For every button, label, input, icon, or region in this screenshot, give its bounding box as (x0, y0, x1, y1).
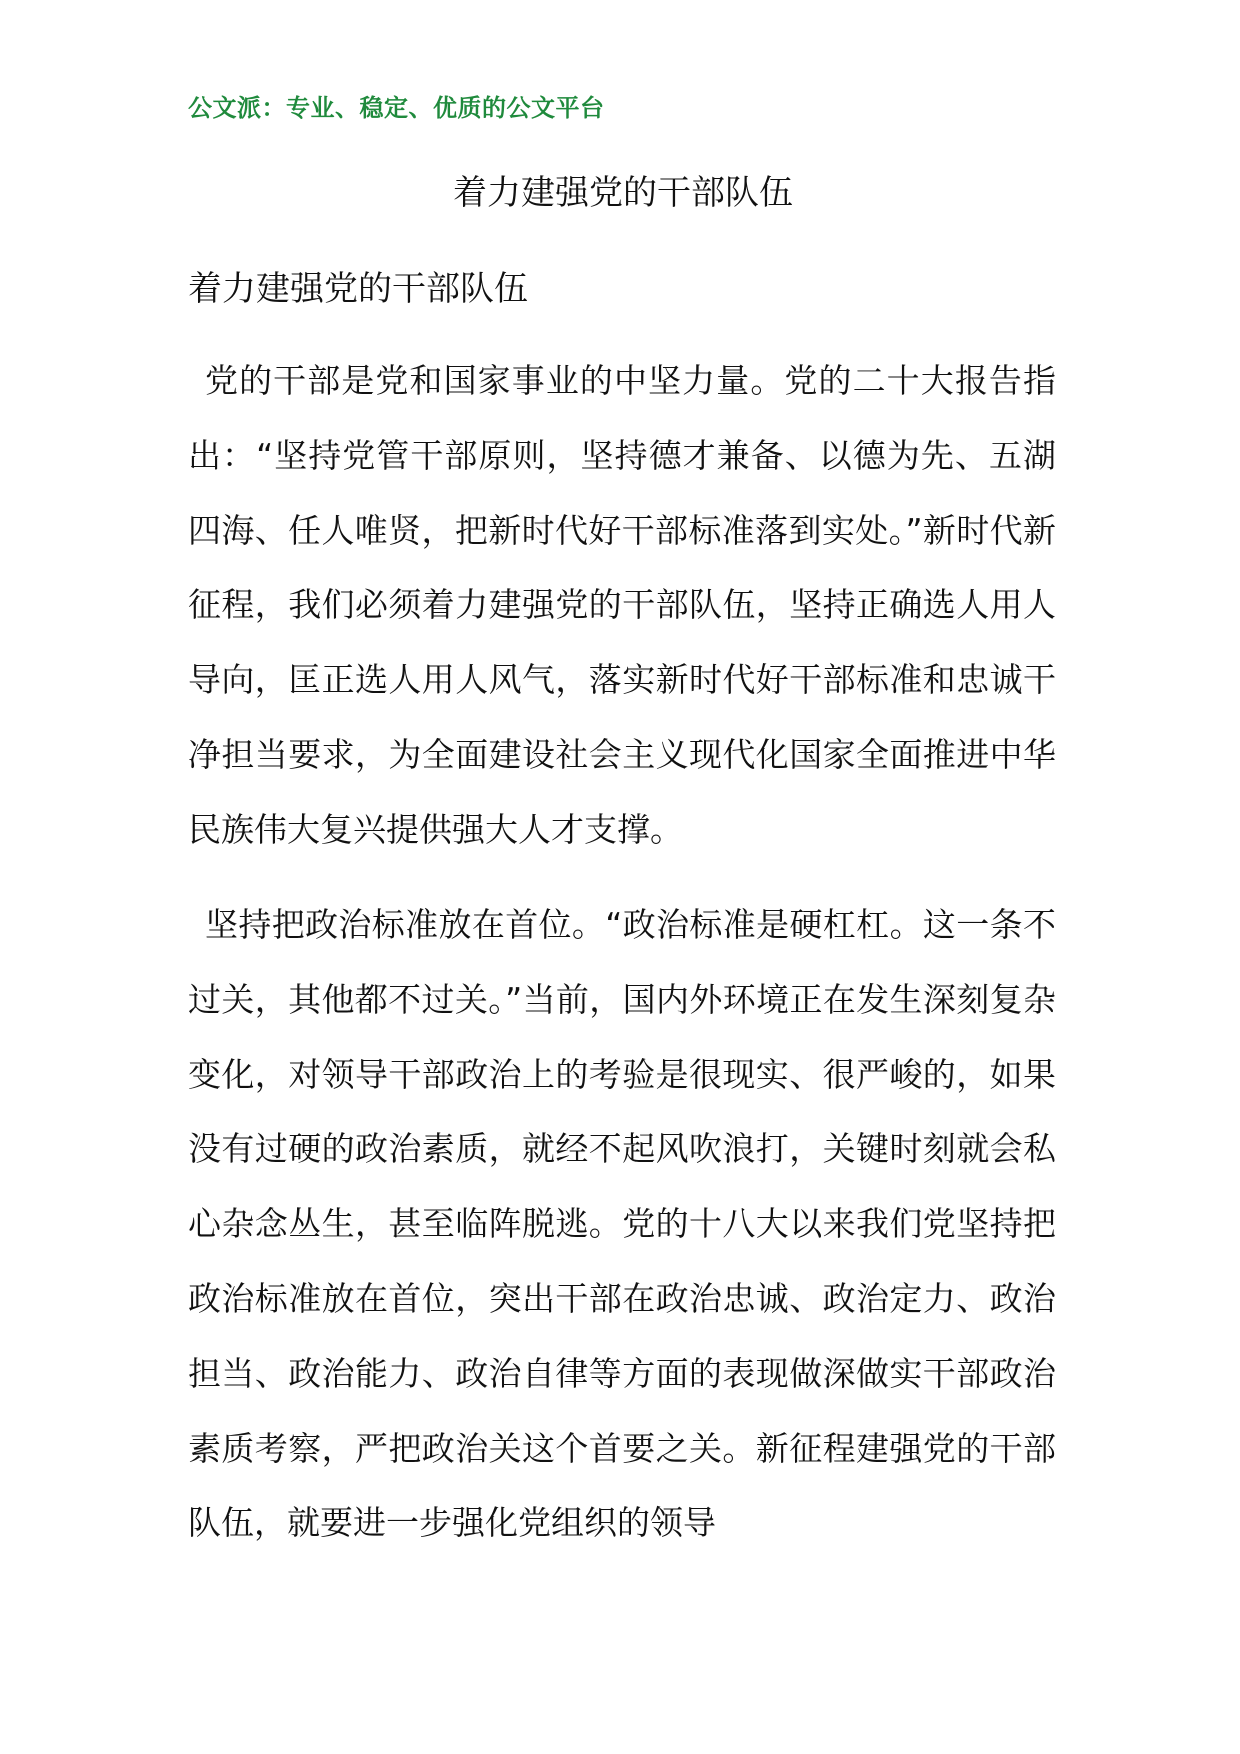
body-paragraph-1: 党的干部是党和国家事业的中坚力量。党的二十大报告指出：“坚持党管干部原则，坚持德才兼备、以德为先、五湖四海、任人唯贤，把新时代好干部标准落到实处。”新时代新征程，我们必须着力建强党的干部队伍，坚持正确选人用人导向，匡正选人用人风气，落实新时代好干部标准和忠诚干净担当要求，为全面建设社会主义现代化国家全面推进中华民族伟大复兴提供强大人才支撑。 (188, 361, 1056, 849)
document-title: 着力建强党的干部队伍 (453, 173, 793, 213)
document-subheading: 着力建强党的干部队伍 (188, 269, 528, 309)
brand-header: 公文派：专业、稳定、优质的公文平台 (188, 94, 605, 122)
body-paragraph-2: 坚持把政治标准放在首位。“政治标准是硬杠杠。这一条不过关，其他都不过关。”当前，国内外环境正在发生深刻复杂变化，对领导干部政治上的考验是很现实、很严峻的，如果没有过硬的政治素质，就经不起风吹浪打，关键时刻就会私心杂念丛生，甚至临阵脱逃。党的十八大以来我们党坚持把政治标准放在首位，突出干部在政治忠诚、政治定力、政治担当、政治能力、政治自律等方面的表现做深做实干部政治素质考察，严把政治关这个首要之关。新征程建强党的干部队伍，就要进一步强化党组织的领导 (188, 905, 1056, 1543)
